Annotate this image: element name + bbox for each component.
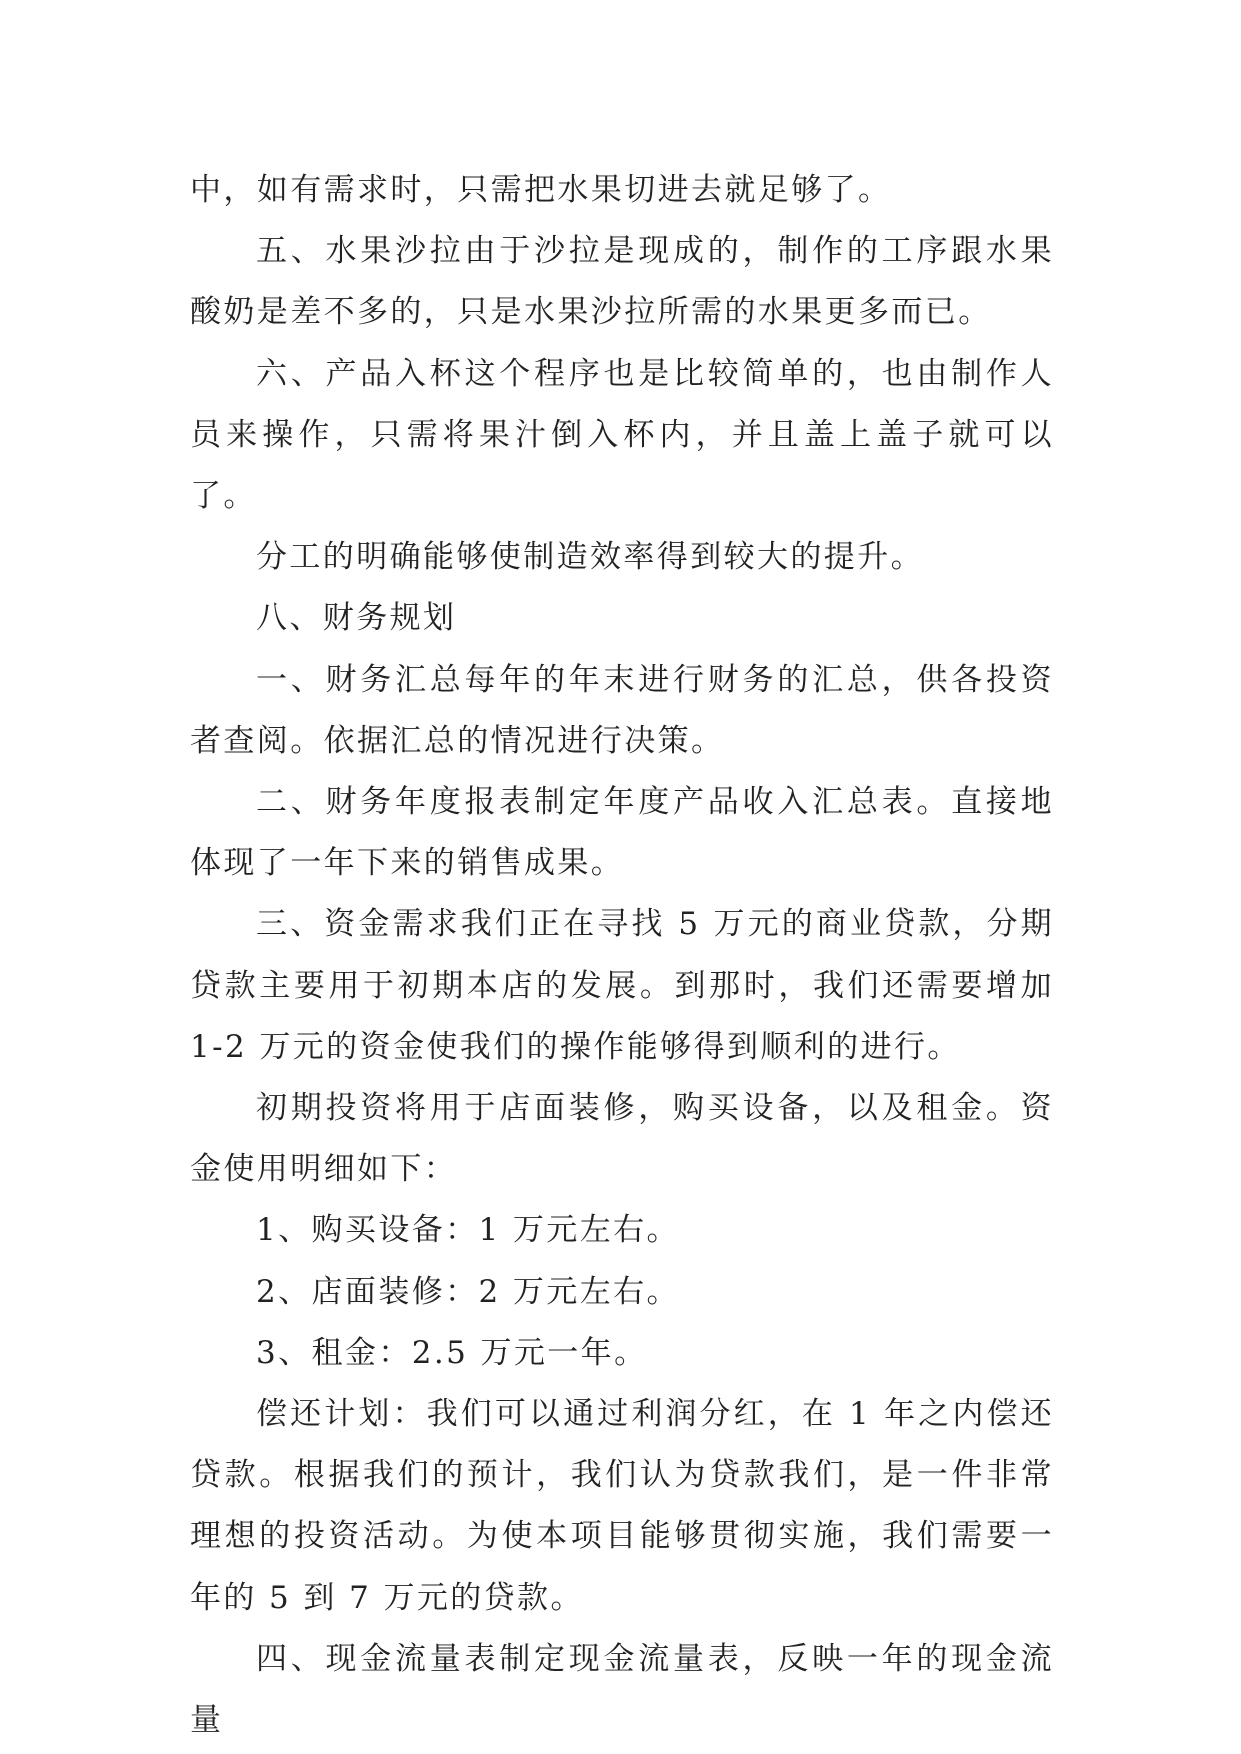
document-body [190, 160, 1054, 1751]
paragraph-cup-filling: 六、产品入杯这个程序也是比较简单的，也由制作人员来操作，只需将果汁倒入杯内，并且盖上盖子就可以了。 [190, 355, 1054, 515]
list-item-equipment: 1、购买设备：1 万元左右。 [256, 1212, 680, 1249]
paragraph-initial-investment: 初期投资将用于店面装修，购买设备，以及租金。资金使用明细如下： [190, 1090, 1054, 1188]
paragraph-annual-report: 二、财务年度报表制定年度产品收入汇总表。直接地体现了一年下来的销售成果。 [190, 784, 1054, 882]
paragraph-repayment-plan: 偿还计划：我们可以通过利润分红，在 1 年之内偿还贷款。根据我们的预计，我们认为贷款我们，是一件非常理想的投资活动。为使本项目能够贯彻实施，我们需要一年的 5 到 7 万元的贷款。 [190, 1396, 1054, 1616]
paragraph-cash-flow: 四、现金流量表制定现金流量表，反映一年的现金流量 [190, 1640, 1054, 1739]
list-item-renovation: 2、店面装修：2 万元左右。 [256, 1273, 680, 1310]
section-heading-financial-plan: 八、财务规划 [256, 600, 457, 637]
paragraph-continuation: 中，如有需求时，只需把水果切进去就足够了。 [190, 172, 892, 208]
paragraph-financial-summary: 一、财务汇总每年的年末进行财务的汇总，供各投资者查阅。依据汇总的情况进行决策。 [190, 661, 1054, 759]
paragraph-fruit-salad: 五、水果沙拉由于沙拉是现成的，制作的工序跟水果酸奶是差不多的，只是水果沙拉所需的水果更多而已。 [190, 233, 1054, 331]
list-item-rent: 3、租金：2.5 万元一年。 [256, 1334, 648, 1371]
paragraph-capital-needs: 三、资金需求我们正在寻找 5 万元的商业贷款，分期贷款主要用于初期本店的发展。到那时，我们还需要增加 1-2 万元的资金使我们的操作能够得到顺利的进行。 [190, 906, 1054, 1065]
paragraph-division-of-labor: 分工的明确能够使制造效率得到较大的提升。 [256, 539, 924, 576]
